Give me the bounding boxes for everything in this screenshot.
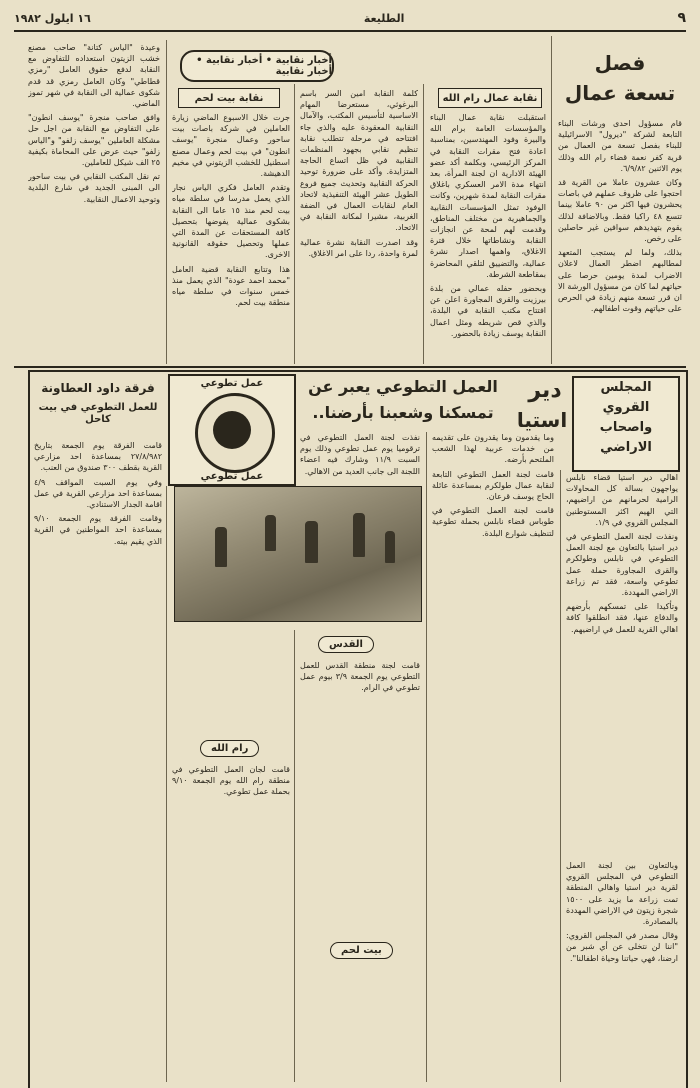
estia-word: استيا (516, 408, 568, 432)
section-banner (180, 50, 334, 82)
feature-col-c2 (172, 764, 290, 1076)
paragraph: تم نقل المكتب النقابي في بيت ساحور الى المبنى الجديد في شارع البلدية وتوحيد الاعمال النقابية. (28, 172, 160, 204)
column-divider (166, 486, 167, 1082)
paragraph: ونفذت لجنة العمل التطوعي في دير استيا بالتعاون مع لجنة العمل التطوعي في نابلس وطولكرم والقرى المجاورة حملة عمل تطوعي واسعة، فقد تم زراعة الاراضي المهددة. (566, 532, 678, 598)
left-title-line1: فرقة داود العطاونة (41, 381, 155, 395)
left-title-box (34, 378, 162, 434)
feature-col-c (300, 432, 420, 482)
column-divider (166, 40, 167, 364)
paragraph: قام مسؤول احدى ورشات البناء التابعة لشركة "ديرول" الاسرائيلية للبناء بفصل تسعة من العمال من قرية كفر نعمة قضاء رام الله وذلك يوم الاثنين ٦/٩/٨٢. (558, 119, 682, 173)
bethlehem-label: بيت لحم (330, 942, 393, 959)
col5-body (28, 42, 160, 360)
paragraph: وقامت الفرقة يوم الجمعة ٩/١٠ بمساعدة احد المواطنين في القرية الذي يقيم بيته. (34, 514, 162, 546)
paragraph: قامت لجنة منطقة القدس للعمل التطوعي يوم الجمعة ٣/٩ بيوم عمل تطوعي في الرام. (300, 661, 420, 693)
right-box-line3: واصحاب (599, 420, 653, 435)
right-box-line1: المجلس (600, 380, 652, 395)
emblem-bottom-text: عمل تطوعي (200, 471, 264, 482)
top-right-title-line1: فصل (594, 51, 646, 75)
paragraph: وتقدم العامل فكري الياس نجار الذي يعمل مدرسا في سلطة مياه بيت لحم منذ ١٥ عاما الى النقابة بشكوى عمالية يفوضها بتحصيل كافة المستحقات عن المدة التي عملها وتحصيل حقوقه القانونية الاخرى. (172, 183, 290, 260)
page-header (14, 6, 686, 32)
col2-body (430, 112, 546, 360)
issue-date: ١٦ ايلول ١٩٨٢ (14, 11, 91, 25)
column-divider (560, 470, 561, 1082)
feature-col-c-lower (300, 660, 420, 1076)
volunteers-photo (174, 486, 422, 622)
paragraph: جرت خلال الاسبوع الماضي زيارة العاملين في شركة باصات بيت ساحور وعمال منجرة "يوسف انطون" في بيت لحم وعمال مصنع اسطنيل للخشب الزيتوني في مخيم الدهيشة. (172, 113, 290, 179)
emblem-top-text: عمل تطوعي (200, 378, 264, 389)
col2-title-box (438, 88, 542, 108)
volunteer-emblem (168, 374, 296, 486)
newspaper-name: الطليعة (363, 11, 405, 25)
column-divider (423, 84, 424, 364)
col4-body (172, 112, 290, 360)
paragraph: بذلك، ولما لم يستجب المتعهد لمطالبهم اضطر العمال لاعلان الاضراب لمدة يومين حرصا على حياتهم لما كان من مسؤول الورشة الا ان قرر تسعة منهم زيادة في الحرص على حياتهم وقوت اطفالهم. (558, 248, 682, 314)
worker-figure (305, 521, 318, 563)
ramallah-label: رام الله (200, 740, 259, 757)
paragraph: وبالتعاون بين لجنة العمل التطوعي في المجلس القروي لقرية دير استيا واهالي المنطقة تمت زراعة ما يزيد على ١٥٠٠ شجرة زيتون في الاراضي المهددة بالمصادرة. (566, 861, 678, 927)
col4-title: نقابة بيت لحم (194, 92, 264, 104)
paragraph: قامت لجنة العمل التطوعي التابعة لنقابة عمال طولكرم بمساعدة عائلة الحاج يوسف قرعان. (432, 469, 554, 502)
column-divider (294, 84, 295, 364)
worker-figure (385, 531, 395, 563)
col2-title: نقابة عمال رام الله (442, 92, 538, 104)
paragraph: وافق صاحب منجرة "يوسف انطون" على التفاوض مع النقابة من اجل حل مشكلة العاملين "يوسف زلفو" و"الياس زلفو" حيث عرض على المحاماة بكيفية ٢٥ الف شيكل للعاملين. (28, 113, 160, 168)
paragraph: قامت لجنة العمل التطوعي في طوباس قضاء نابلس بحملة تطوعية لتنظيف شوارع البلدة. (432, 506, 554, 538)
section-banner-title: أخبار نقابية • أخبار نقابية • أخبار نقابية (196, 55, 332, 77)
top-right-title-line2: تسعة عمال (564, 81, 676, 105)
top-right-title-box (560, 40, 680, 120)
paragraph: قامت لجان العمل التطوعي في منطقة رام الله يوم الجمعة ٩/١٠ بحملة عمل تطوعي. (172, 765, 290, 797)
quds-label: القدس (318, 636, 374, 653)
column-divider (551, 36, 552, 364)
feature-col-d (34, 440, 162, 1076)
paragraph: اهالي دير استيا قضاء نابلس يواجهون بسالة كل المحاولات الرامية لحرمانهم من اراضيهم، التي الهيم اكثر المستوطنين المجلس القروي في ١/٩. (566, 473, 678, 527)
col3-body (300, 88, 418, 360)
feature-headline-line2: تمسكنا وشعبنا بأرضنا.. (312, 403, 494, 422)
paragraph: استقبلت نقابة عمال البناء والمؤسسات العامة برام الله والبيرة وفود المهندسين، بمناسبة اعادة فتح مقرات النقابة في المركز الرئيسي، وبكلمة أكد عضو الهيئة الادارية ان لجنة المرأة، بعد انتهاء مدة الامر العسكري باغلاق مقرات النقابة لمدة شهرين، وكانت الوفود تمثل المؤسسات النقابية والجماهيرية من مختلف المناطق، وقدمت لهم لمحة عن انجازات النقابة ونشاطاتها خلال فترة الاغلاق، واهمها اصدار نشرة عمالية، والتضييق لتلقي المحاضرة بمقاطعة الشرطة. (430, 113, 546, 279)
feature-right-title-box (572, 376, 680, 472)
paragraph: وقد اصدرت النقابة نشرة عمالية لمرة واحدة، ردا على امر الاغلاق. (300, 237, 418, 258)
paragraph: وبحضور حفله عمالي من بلدة بيرزيت والقرى المجاورة اعلن عن افتتاح مكتب النقابة في البلدة، والذي قص شريطه ومثل اعمال النقابة يوسف زيادة بالحضور. (430, 284, 546, 338)
hammer-tools-icon (213, 411, 251, 449)
worker-figure (353, 513, 365, 557)
worker-figure (265, 515, 276, 551)
paragraph: وكان عشرون عاملا من القرية قد احتجوا على ظروف عملهم في باصات يحشرون فيها اكثر من ٩٠ عاملا بينما تتسع ٤٨ راكبا فقط. وبالاضافة لذلك يقوم بتهديدهم سوافين غير حاصلين على رخص. (558, 178, 682, 244)
right-box-line4: الاراضي (600, 440, 652, 455)
paragraph: وما يقدمون وما يقدرون على تقديمه من خدمات عربية لهذا الشعب الملتحم بأرضه. (432, 433, 554, 465)
paragraph: نفذت لجنة العمل التطوعي في ترقوميا يوم عمل تطوعي وذلك يوم السبت ١١/٩ وشارك فيه اعضاء اللجنة الى جانب العديد من الاهالي. (300, 433, 420, 476)
col4-title-box (178, 88, 280, 108)
paragraph: قامت الفرقة يوم الجمعة بتاريخ ٢٧/٨/٩٨٢ بمساعدة احد مزارعي القرية بقطف ٣٠٠ صندوق من العنب. (34, 441, 162, 473)
worker-figure (215, 527, 227, 567)
paragraph: وفي يوم السبت المواقف ٤/٩ بمساعدة احد مزارعي القرية في عمل اقامة الجدار الاستنادي. (34, 477, 162, 510)
column-divider (294, 630, 295, 1082)
left-title-line2: للعمل التطوعي في بيت كاحل (38, 402, 158, 425)
top-right-article-body (558, 118, 682, 360)
feature-headline-line1: العمل التطوعي يعبر عن (308, 377, 498, 396)
page-number: ٩ (677, 10, 686, 26)
paragraph: وتأكيدا على تمسكهم بأرضهم والدفاع عنها، فقد انطلقوا كافة اهالي القرية للعمل في اراضيهم. (566, 602, 678, 634)
section-divider (14, 366, 686, 368)
column-divider (426, 432, 427, 1082)
right-box-line2: القروي (602, 400, 650, 415)
paragraph: هذا وتتابع النقابة قضية العامل "محمد احمد عودة" الذي يعمل منذ خمس سنوات في سلطة مياه منطقة بيت لحم. (172, 264, 290, 308)
feature-col-b (432, 432, 554, 1076)
paragraph: وعيدة "الياس كتانة" صاحب مصنع خشب الزيتون استعداده للتفاوض مع النقابة لدفع حقوق العامل "رمزي قطاطي" وكان العامل رمزي قد قدم شكوى عمالية الى النقابة في شهر تموز الماضي. (28, 43, 160, 109)
bottom-right-body (566, 860, 678, 1076)
paragraph: كلمة النقابة امين السر باسم البرغوثي، مستعرضا المهام الاساسية لتأسيس المكتب، والآمال النقابية المعقودة عليه والذي جاء افتتاحه في مرحلة تتطلب نقابة تنظيم نقابي بجهود المنظمات النقابية في ظل اتساع الحاجة المتزايدة. وأكد على ضرورة توحيد الحركة النقابية وتحديث جميع فروع الطويل عشر الهيئة التنفيذية لاتحاد العام لنقابات العمال في الضفة الغربية، مشيرا لمكانة النقابة في الاتحاد. (300, 89, 418, 233)
paragraph: وقال مصدر في المجلس القروي: "اننا لن نتخلى عن أي شبر من ارضنا، فهي حياتنا وحياة اطفالنا". (566, 931, 678, 963)
deir-word: دير (528, 378, 562, 403)
